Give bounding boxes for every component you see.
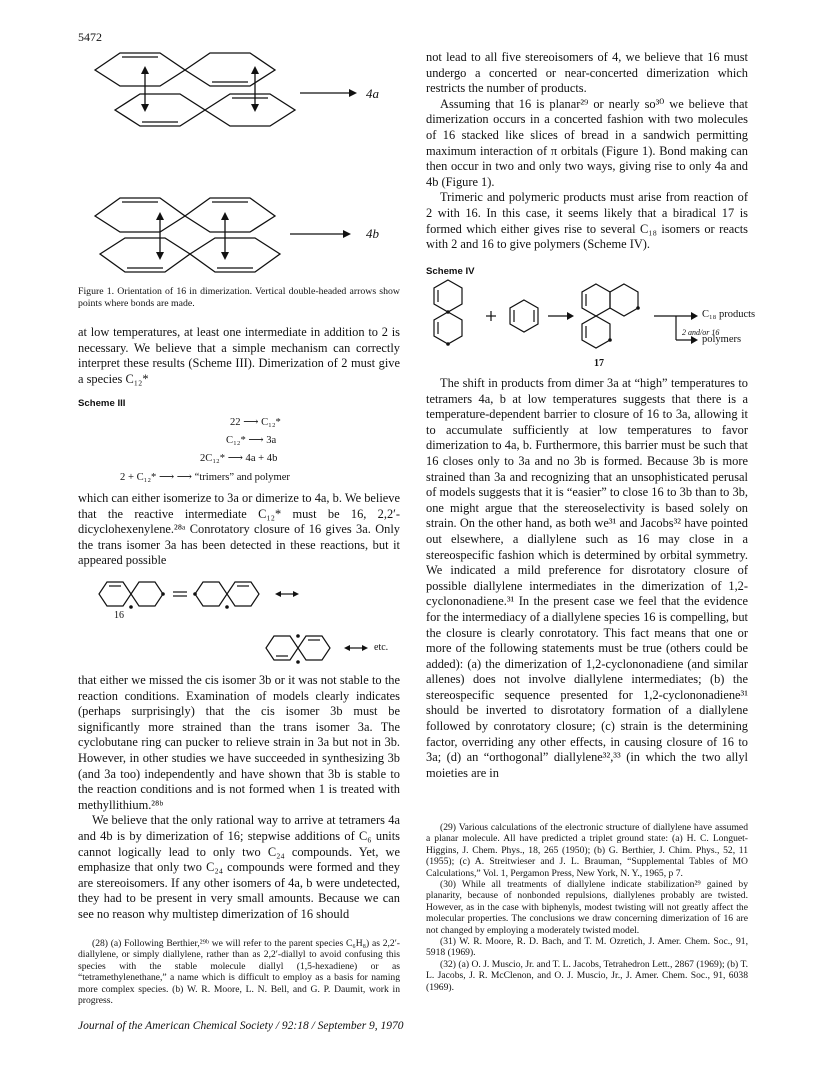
footnote-31: (31) W. R. Moore, R. D. Bach, and T. M. Ozretich, J. Amer. Chem. Soc., 91, 5918 (1969). bbox=[426, 936, 748, 959]
left-column-bottom bbox=[78, 673, 400, 923]
scheme4-polymers: polymers bbox=[702, 334, 742, 345]
scheme4-condition: 2 and/or 16 bbox=[682, 328, 720, 337]
scheme3-line-2: C₁₂* ⟶ 3a bbox=[226, 435, 277, 446]
etc-label: etc. bbox=[374, 642, 389, 653]
right-paragraph-4: The shift in products from dimer 3a at “high” temperatures to tetramers 4a, b at low temperatures suggests that there is a temperature-dependent barrier to closure of 16 to 3a, allowing it to accumulate sufficiently at low temperatures to favor dimerization to 4a, b. Furthermore, this barrier must be such that 16 closes only to 3a and no 3b is formed. Because 3b is more strained than 3a and recognizing that an unsophisticated perusal of models suggests that it is “easier” to close 16 to 3b than to 3b, one might argue that the stereoselectivity is based solely on strain. On the other hand, as both we³¹ and Jacobs³² have pointed out elsewhere, a diallylene such as 16 may close in a stereospecific fashion which is determined by orbital symmetry. We indicated a mild preference for disrotatory closure of possible diallylene intermediates in the dimerization of 1,2-cyclononadiene.³¹ In the present case we feel that the evidence for the intermediacy of a diallylene species 16 is compelling, but the closure is clearly conrotatory. This fact means that one or more of the following statements must be true (others could be added): (a) the dimerization of 1,2-cyclononadiene (and similar allenes) does not involve diallylene intermediates; (b) the stereospecific sequence presented for 1,2-cyclononadiene³¹ should be inverted to disrotatory formation of a diallylene followed by conrotatory closure; (c) strain is the determining factor, overriding any other effects, in causing closure of 16 to 3a; (d) an “orthogonal” diallylene³²,³³ (in which the two allyl moieties are in bbox=[426, 376, 748, 780]
figure1-diagram-4b bbox=[95, 190, 395, 290]
footnote-29: (29) Various calculations of the electronic structure of diallylene have assumed a planar molecule. All have predicted a triplet ground state: (a) H. C. Longuet-Higgins, J. Chem. Phys., 18, 265 (1950); (b) G. Berthier, J. Chim. Phys., 52, 11 (1955); (c) A. Streitwieser and J. L. Brauman, “Supplemental Tables of MO Calculations,” Vol. 1, Pergamon Press, New York, N. Y., 1965, p 7. bbox=[426, 822, 748, 879]
scheme3-line-4: 2 + C₁₂* ⟶ ⟶ “trimers” and polymer bbox=[120, 472, 290, 483]
scheme3-title: Scheme III bbox=[78, 398, 126, 409]
footnote-32: (32) (a) O. J. Muscio, Jr. and T. L. Jacobs, Tetrahedron Lett., 2867 (1969); (b) T. L. Jacobs, J. R. McClenon, and O. J. Muscio, Jr., J. Amer. Chem. Soc., 91, 6038 (1969). bbox=[426, 958, 748, 993]
left-paragraph-3: that either we missed the cis isomer 3b or it was not stable to the reaction conditions. Examination of models clearly indicates (perhaps surprisingly) that the cis isomer 3b must be significantly more strained than the trans isomer 3a. The cyclobutane ring can pucker to relieve strain in 3a but not in 3b. However, in other studies we have succeeded in synthesizing 3b (and 3a too) independently and have shown that 3b is stable to the reaction conditions and is not formed when 1 is treated with methyllithium.²⁸ᵇ bbox=[78, 673, 400, 812]
left-paragraph-4: We believe that the only rational way to arrive at tetramers 4a and 4b is by dimerization of 16; stepwise additions of C₆ units cannot logically lead to only two C₂₄ compounds. Yet, we emphasize that only two C₂₄ compounds were formed and they are stereoisomers. If any other isomers of 4a, b were undetected, they had to be present in very small amounts. Because we can see no reason why multistep dimerization of 16 should bbox=[78, 813, 400, 921]
figure1-diagram-4a bbox=[95, 48, 395, 138]
right-paragraph-3: Trimeric and polymeric products must arise from reaction of 2 with 16. In this case, it seems likely that a biradical 17 is formed which either gives rise to several C₁₈ isomers or reacts with 2 and 16 to give polymers (Scheme IV). bbox=[426, 190, 748, 252]
footnote-28: (28) (a) Following Berthier,²⁹ᵇ we will refer to the parent species C₆H₈) as 2,2′-diallylene, or simply diallylene, rather than as 2,2′-diallyl to avoid confusing this species with the stable molecule diallyl (1,5-hexadiene) or as “tetramethylenethane,” a name which is difficult to employ as a basis for naming more complex species. (b) W. R. Moore, L. N. Bell, and G. P. Daumit, work in progress. bbox=[78, 938, 400, 1007]
scheme4-c18-products: C₁₈ products bbox=[702, 309, 756, 320]
figure1-caption: Figure 1. Orientation of 16 in dimerization. Vertical double-headed arrows show points where bonds are made. bbox=[78, 286, 400, 309]
left-paragraph-2: which can either isomerize to 3a or dimerize to 4a, b. We believe that the reactive intermediate C₁₂* must be 16, 2,2′-dicyclohexenylene.²⁸ᵃ Conrotatory closure of 16 gives 3a. Only the trans isomer 3a has been detected in these reactions, but it appeared possible bbox=[78, 491, 400, 568]
footnote-30: (30) While all treatments of diallylene indicate stabilization²⁹ gained by planarity, because of nonbonded repulsions, diallylenes probably are twisted. However, as in the case with biphenyls, modest twisting will not greatly affect the molecular properties. The conclusions we draw concerning dimerization of 16 are not changed by employing a moderately twisted model. bbox=[426, 879, 748, 936]
right-column-bottom bbox=[426, 376, 748, 781]
page-number: 5472 bbox=[78, 30, 102, 44]
left-paragraph-1: at low temperatures, at least one intermediate in addition to 2 is necessary. We believe that a simple mechanism can correctly interpret these results (Scheme III). Dimerization of 2 must give a species C₁₂* bbox=[78, 325, 400, 386]
structure-17-label: 17 bbox=[594, 358, 604, 369]
left-column-top bbox=[78, 325, 400, 387]
figure1-label-4a: 4a bbox=[366, 86, 379, 101]
footnotes-right bbox=[426, 822, 748, 993]
right-column-top bbox=[426, 50, 748, 253]
left-column-mid bbox=[78, 491, 400, 569]
journal-footer: Journal of the American Chemical Society / 92:18 / September 9, 1970 bbox=[78, 1020, 404, 1032]
scheme3-line-1: 22 ⟶ C₁₂* bbox=[230, 417, 281, 428]
structure-16-resonance bbox=[95, 578, 355, 618]
right-paragraph-2: Assuming that 16 is planar²⁹ or nearly so³⁰ we believe that dimerization occurs in a concerted fashion with two molecules of 16 stacked like slices of bread in a sandwich permitting maximum interaction of π orbitals (Figure 1). Bond making can then occur in two and only two ways, giving rise to only 4a and 4b (Figure 1). bbox=[426, 96, 748, 189]
structure-16-label: 16 bbox=[114, 610, 124, 621]
scheme3-line-3: 2C₁₂* ⟶ 4a + 4b bbox=[200, 453, 278, 464]
scheme4-title: Scheme IV bbox=[426, 266, 475, 277]
right-paragraph-1: not lead to all five stereoisomers of 4, we believe that 16 must undergo a concerted or near-concerted dimerization which restricts the number of products. bbox=[426, 50, 748, 96]
figure1-label-4b: 4b bbox=[366, 226, 379, 241]
